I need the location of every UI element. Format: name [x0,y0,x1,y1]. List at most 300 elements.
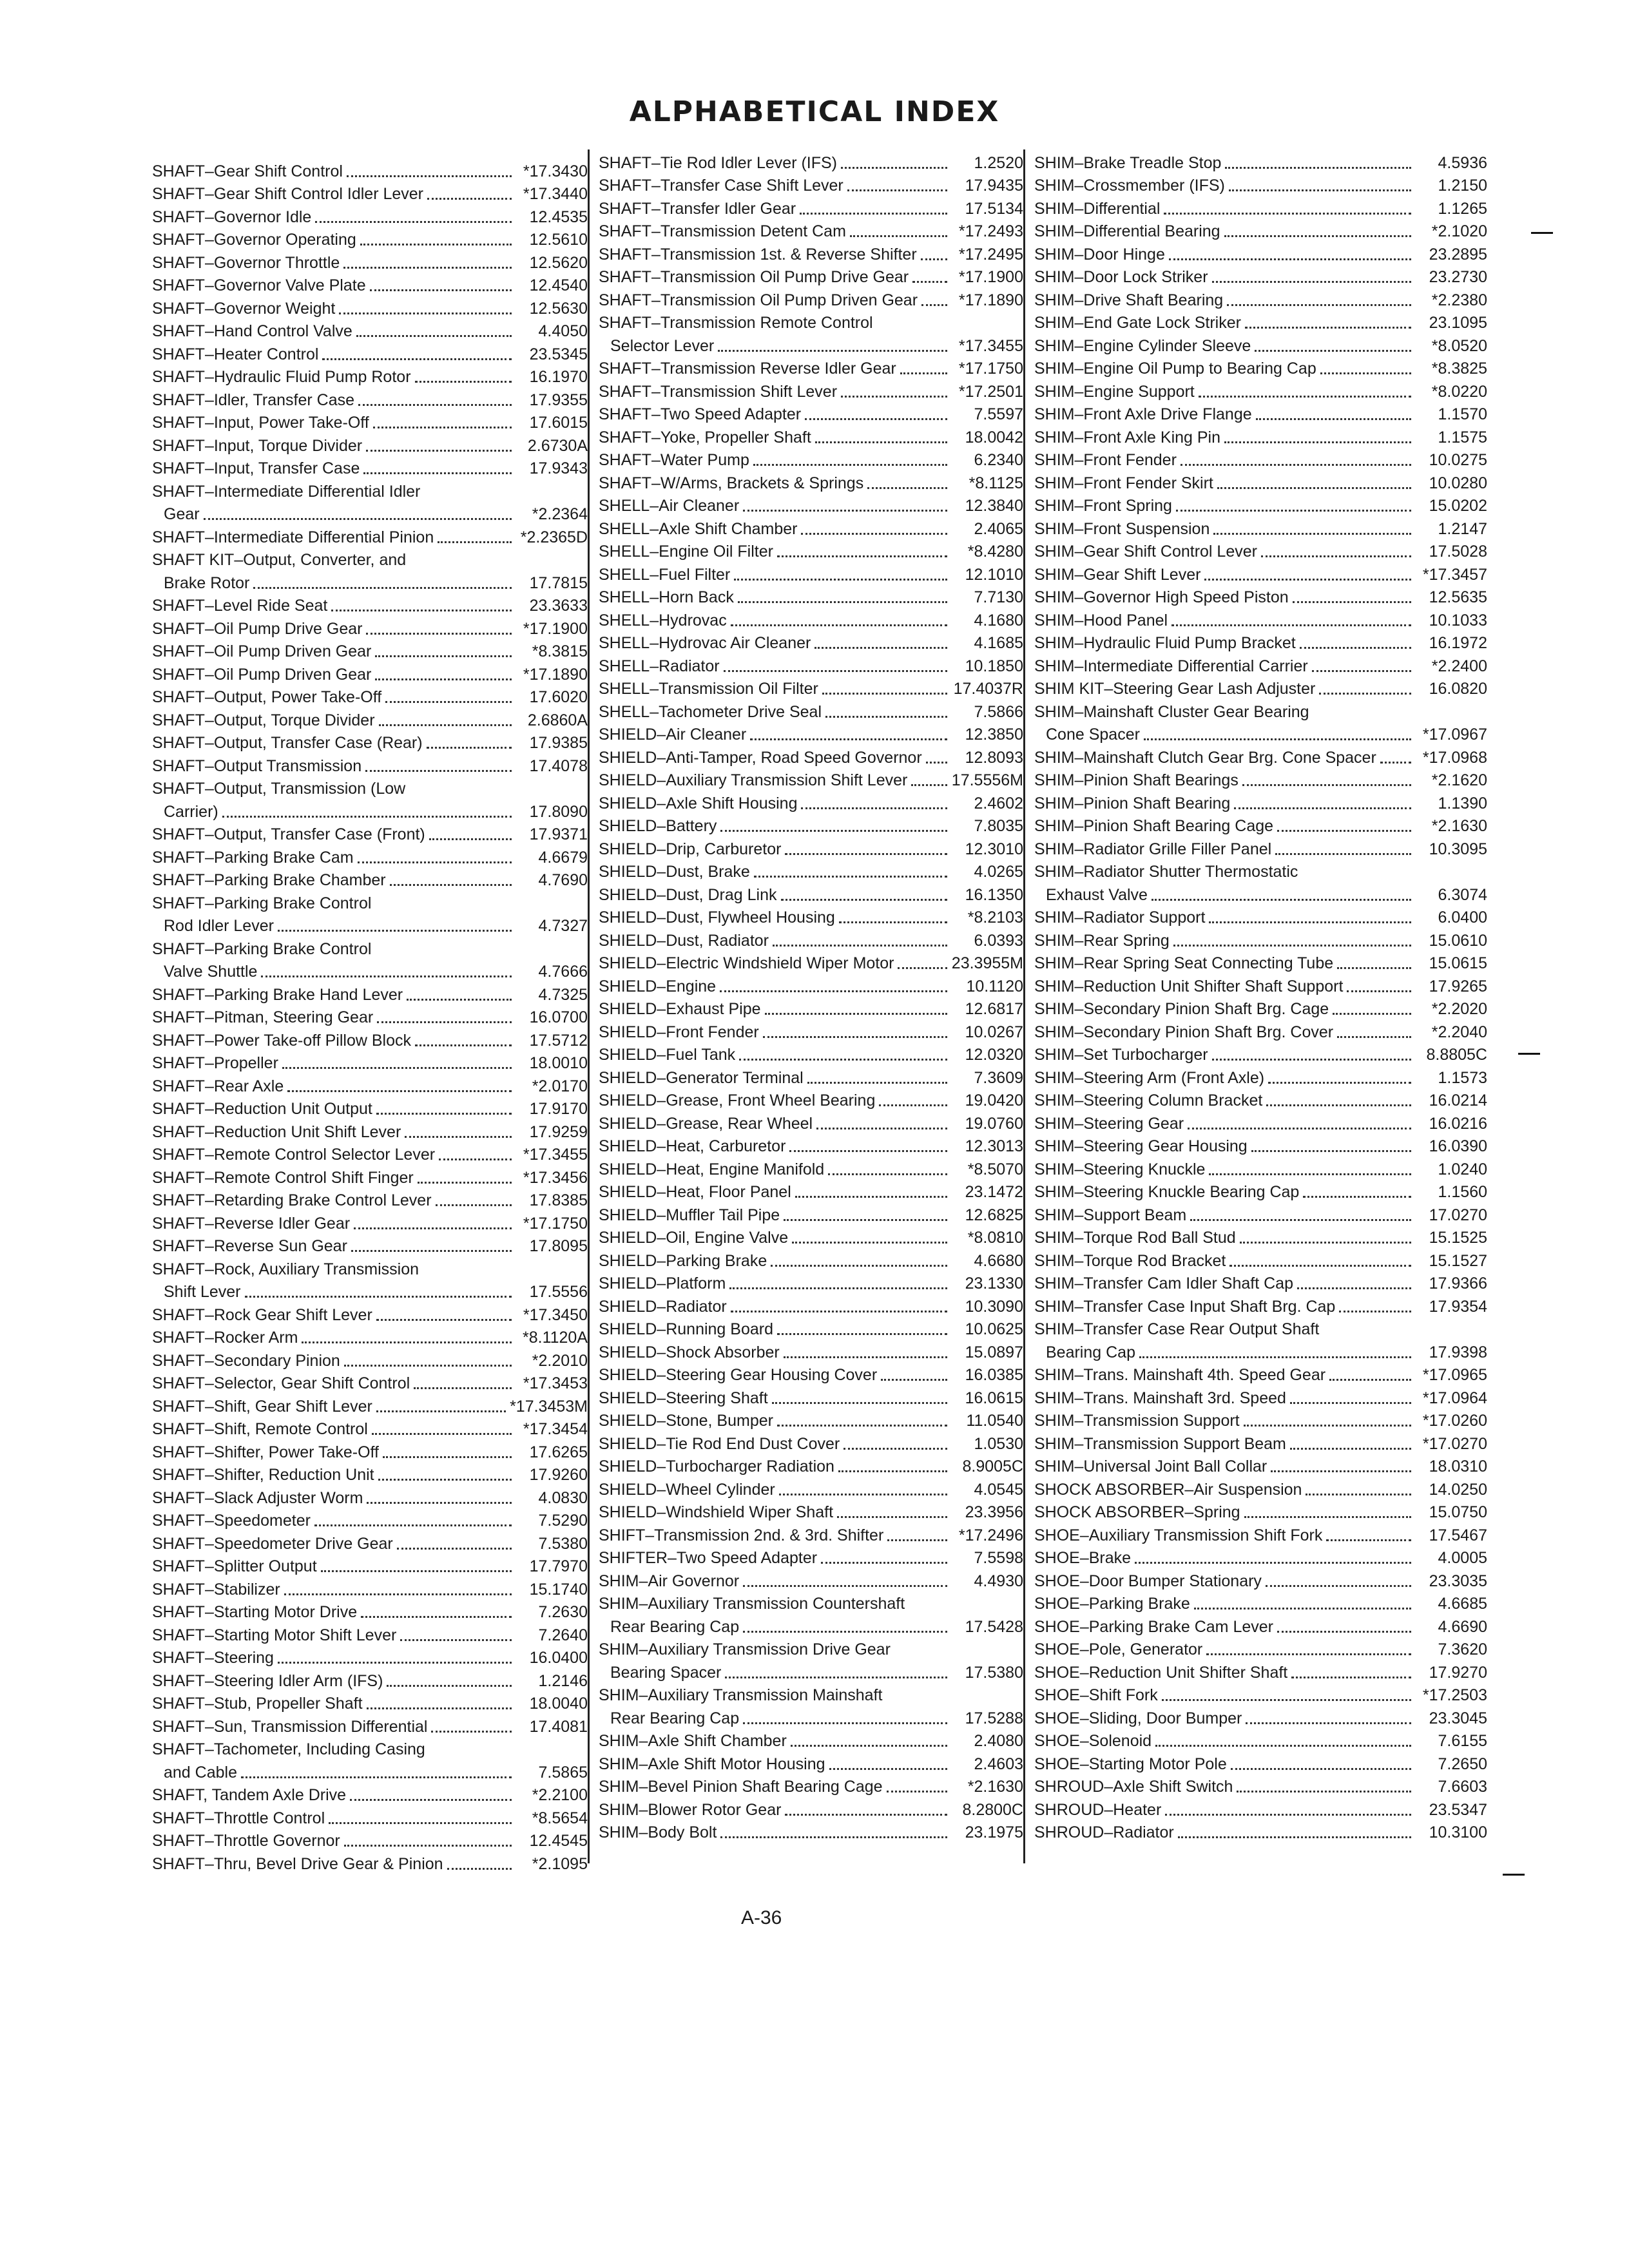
entry-name: SHIM–Crossmember (IFS) [1034,177,1225,195]
index-entry [599,1088,1023,1111]
dot-leader [377,1019,512,1023]
entry-name: SHAFT–Output, Transmission (Low [152,780,406,798]
entry-name: SHELL–Fuel Filter [599,565,731,584]
index-entry [152,1233,588,1256]
entry-name: SHAFT–Gear Shift Control Idler Lever [152,185,423,203]
index-entry [599,515,1023,539]
entry-code: *17.2503 [1422,1686,1487,1704]
index-entry [599,1545,1023,1568]
entry-name: SHIM–Steering Knuckle [1034,1160,1206,1178]
entry-name: SHOE–Starting Motor Pole [1034,1754,1227,1773]
entry-code: 23.3956 [965,1503,1023,1521]
index-entry [152,1302,588,1325]
entry-code: 4.5936 [1438,153,1487,172]
dot-leader [739,1056,947,1061]
dot-leader [1231,1765,1411,1770]
dot-leader [1217,485,1411,489]
dot-leader [1290,1399,1411,1404]
dot-leader [720,1834,947,1838]
dot-leader [1188,1125,1411,1129]
entry-code: *17.3456 [523,1168,588,1187]
dot-leader [407,996,512,1001]
index-entry [599,790,1023,813]
entry-name: SHAFT–Rock Gear Shift Lever [152,1305,372,1324]
entry-name: SHIM–Transfer Case Rear Output Shaft [1034,1320,1320,1338]
dot-leader [1303,1193,1411,1198]
entry-code: 10.0267 [965,1023,1023,1041]
entry-name: SHELL–Radiator [599,657,720,675]
entry-code: *8.0810 [967,1229,1023,1247]
entry-code: *17.0968 [1422,748,1487,767]
entry-code: 17.7815 [529,573,588,592]
entry-name: SHAFT–Intermediate Differential Idler [152,482,421,501]
dot-leader [1164,210,1411,215]
dot-leader [387,1682,512,1687]
index-entry [152,890,588,913]
index-entry [152,1576,588,1599]
index-entry [1034,1454,1487,1477]
dot-leader [1293,599,1411,603]
entry-code: 17.4078 [529,756,588,775]
entry-name: SHAFT–Shift, Gear Shift Lever [152,1397,372,1416]
entry-code: 17.9354 [1429,1297,1487,1316]
dot-leader [1380,759,1411,764]
index-entry [152,1004,588,1028]
entry-name: SHAFT–Transfer Case Shift Lever [599,177,843,195]
entry-name: SHIM–Steering Gear [1034,1114,1184,1133]
dot-leader [331,607,512,611]
index-entry [1034,378,1487,401]
entry-code: 17.9398 [1429,1343,1487,1361]
entry-name: SHIM–Hydraulic Fluid Pump Bracket [1034,634,1296,652]
index-entry [152,798,588,822]
entry-name: SHAFT–Input, Transfer Case [152,459,360,477]
entry-name: SHELL–Axle Shift Chamber [599,519,798,538]
dot-leader [801,530,947,535]
index-entry [152,593,588,616]
index-entry [1034,722,1487,745]
index-entry [599,401,1023,425]
entry-name: SHAFT–Rock, Auxiliary Transmission [152,1260,419,1278]
entry-code: 10.1850 [965,657,1023,675]
dot-leader [1256,416,1411,420]
index-entry [152,181,588,204]
entry-code: 16.0385 [965,1366,1023,1384]
entry-code: 4.6680 [974,1251,1023,1270]
index-entry [1034,1751,1487,1774]
entry-code: *2.1630 [967,1778,1023,1796]
entry-name: SHIM–Secondary Pinion Shaft Brg. Cage [1034,1000,1329,1018]
dot-leader [763,1033,947,1038]
entry-code: *17.1750 [523,1214,588,1233]
dot-leader [427,744,512,749]
index-entry [599,1476,1023,1499]
dot-leader [828,1171,947,1175]
dot-leader [841,393,947,398]
entry-name: SHAFT–Propeller [152,1054,278,1072]
entry-name: SHAFT–Shifter, Power Take-Off [152,1443,379,1461]
entry-code: 4.6685 [1438,1595,1487,1613]
dot-leader [881,1376,947,1381]
entry-code: 12.5630 [529,299,588,318]
dot-leader [365,767,512,772]
index-entry [152,501,588,524]
index-entry [599,561,1023,584]
dot-leader [302,1339,512,1343]
dot-leader [1326,1537,1411,1541]
entry-name: SHAFT–Oil Pump Driven Gear [152,665,372,684]
entry-code: 7.2650 [1438,1754,1487,1773]
entry-code: 17.5428 [965,1617,1023,1636]
entry-name: SHAFT–Governor Throttle [152,253,340,272]
entry-name: SHIELD–Windshield Wiper Shaft [599,1503,834,1521]
entry-name: SHIM–Universal Joint Ball Collar [1034,1457,1268,1475]
entry-code: *2.0170 [532,1077,588,1095]
dot-leader [447,1865,512,1870]
entry-name: SHIELD–Dust, Brake [599,863,750,881]
dot-leader [1209,1171,1411,1175]
index-entry [1034,470,1487,493]
entry-code: 18.0010 [529,1054,588,1072]
entry-code: 15.1527 [1429,1251,1487,1270]
dot-leader [1266,1102,1411,1106]
entry-name: SHIM–Pinion Shaft Bearing [1034,794,1231,812]
entry-code: 16.1350 [965,885,1023,904]
entry-name: SHAFT–Transmission Shift Lever [599,382,838,401]
entry-code: 17.9260 [529,1466,588,1484]
dot-leader [720,988,947,992]
entry-name: SHAFT–Starting Motor Drive [152,1603,358,1621]
index-entry [599,378,1023,401]
index-entry [599,1751,1023,1774]
entry-name: SHAFT–Transmission Reverse Idler Gear [599,360,896,378]
dot-leader [800,210,947,215]
page-number: A-36 [741,1907,782,1928]
dot-leader [731,622,947,626]
index-entry [1034,1499,1487,1523]
entry-name: SHELL–Hydrovac [599,611,727,629]
index-entry [599,1316,1023,1340]
index-entry [152,1553,588,1577]
entry-name: SHOCK ABSORBER–Spring [1034,1503,1240,1521]
entry-code: 17.8095 [529,1237,588,1255]
entry-name: Cone Spacer [1046,726,1140,744]
index-entry [152,1210,588,1233]
dot-leader [321,1568,512,1572]
entry-name: SHAFT–W/Arms, Brackets & Springs [599,474,864,492]
entry-code: 1.2150 [1438,177,1487,195]
entry-name: and Cable [164,1763,237,1782]
entry-name: SHAFT–Reverse Idler Gear [152,1214,351,1233]
index-entry [1034,1339,1487,1362]
dot-leader [795,1193,947,1198]
entry-code: *17.1750 [958,360,1023,378]
dot-leader [241,1774,512,1778]
entry-code: 4.0005 [1438,1549,1487,1567]
entry-code: *8.3815 [532,642,588,660]
index-entry [152,227,588,250]
index-entry [1034,1293,1487,1316]
dot-leader [1152,896,1411,901]
dot-leader [1339,1308,1411,1312]
entry-name: SHROUD–Heater [1034,1800,1162,1819]
dot-leader [926,759,947,764]
dot-leader [1251,1148,1411,1152]
dot-leader [204,515,512,520]
dot-leader [743,1720,947,1724]
entry-name: SHAFT–Selector, Gear Shift Control [152,1374,410,1392]
dot-leader [1171,622,1411,626]
dot-leader [358,401,512,406]
entry-code: *17.1900 [523,619,588,638]
index-column-3 [1023,149,1487,1863]
entry-name: SHIELD–Steering Gear Housing Cover [599,1366,878,1384]
entry-name: SHIFT–Transmission 2nd. & 3rd. Shifter [599,1526,884,1544]
entry-name: SHIELD–Dust, Drag Link [599,885,777,904]
dot-leader [344,1362,512,1367]
index-entry [152,844,588,867]
dot-leader [1246,1720,1411,1724]
entry-code: 17.6265 [529,1443,588,1461]
index-entry [152,570,588,593]
entry-name: SHAFT–Parking Brake Control [152,894,372,912]
dot-leader [1234,805,1411,809]
index-entry [1034,1476,1487,1499]
index-entry [1034,493,1487,516]
index-entry [1034,1659,1487,1682]
entry-code: 14.0250 [1429,1480,1487,1499]
dot-leader [777,1331,947,1335]
entry-name: SHAFT–Output, Transfer Case (Front) [152,825,425,843]
dot-leader [724,668,947,672]
dot-leader [1237,1788,1411,1792]
index-entry [599,173,1023,196]
index-entry [1034,1042,1487,1065]
index-entry [152,295,588,318]
index-entry [1034,310,1487,333]
entry-name: SHAFT–Transmission Detent Cam [599,222,846,240]
entry-code: 18.0042 [965,428,1023,447]
dot-leader [1337,1033,1411,1038]
dot-leader [1319,690,1411,695]
dot-leader [815,644,947,649]
entry-code: 1.2146 [538,1671,588,1690]
entry-code: 12.5610 [529,231,588,249]
dot-leader [1300,644,1411,649]
entry-name: SHAFT–Remote Control Selector Lever [152,1146,436,1164]
entry-name: SHAFT–Steering Idler Arm (IFS) [152,1671,383,1690]
entry-name: SHAFT–Water Pump [599,451,749,469]
index-entry [599,1225,1023,1248]
entry-code: *2.2040 [1431,1023,1487,1041]
entry-name: SHOE–Reduction Unit Shifter Shaft [1034,1663,1288,1682]
entry-name: SHIM–Hood Panel [1034,611,1168,629]
index-entry [152,1759,588,1782]
entry-code: 16.0390 [1429,1137,1487,1155]
index-entry [1034,676,1487,699]
entry-code: 4.7690 [538,871,588,889]
entry-name: SHAFT–Transmission Oil Pump Driven Gear [599,291,918,309]
entry-name: SHIFTER–Two Speed Adapter [599,1549,818,1567]
entry-name: SHIM–Rear Spring [1034,931,1170,950]
index-entry [599,1247,1023,1271]
entry-name: SHOE–Auxiliary Transmission Shift Fork [1034,1526,1323,1544]
dot-leader [397,1545,512,1550]
entry-name: Bearing Spacer [610,1663,722,1682]
index-entry [599,1682,1023,1706]
index-entry [599,1271,1023,1294]
entry-name: SHIM–Engine Oil Pump to Bearing Cap [1034,360,1316,378]
index-entry [1034,1796,1487,1820]
entry-code: 4.0830 [538,1488,588,1507]
dot-leader [1181,461,1411,466]
entry-name: SHIM KIT–Steering Gear Lash Adjuster [1034,680,1316,698]
index-entry [1034,287,1487,310]
index-entry [1034,744,1487,767]
entry-name: SHAFT–Transmission Oil Pump Drive Gear [599,268,909,286]
entry-code: 4.7325 [538,985,588,1004]
index-entry [152,478,588,501]
entry-code: *2.2020 [1431,1000,1487,1018]
index-entry [1034,1522,1487,1545]
entry-name: SHIM–Engine Support [1034,382,1195,401]
entry-code: 17.9355 [529,390,588,409]
index-entry [152,1073,588,1096]
index-entry [599,1339,1023,1362]
entry-name: SHOE–Parking Brake [1034,1595,1190,1613]
index-entry [599,1522,1023,1545]
entry-code: 7.7130 [974,588,1023,606]
entry-code: 7.3609 [974,1068,1023,1087]
entry-code: 17.9343 [529,459,588,477]
entry-code: 16.0216 [1429,1114,1487,1133]
index-entry [152,707,588,730]
index-entry [599,1110,1023,1133]
dot-leader [375,653,512,657]
entry-code: 10.1033 [1429,611,1487,629]
entry-name: SHELL–Hydrovac Air Cleaner [599,634,811,652]
entry-code: 23.3633 [529,597,588,615]
entry-name: SHIM–Radiator Shutter Thermostatic [1034,863,1298,881]
entry-code: 16.0214 [1429,1091,1487,1110]
dot-leader [1135,1559,1411,1564]
entry-name: SHIM–Pinion Shaft Bearing Cage [1034,817,1274,835]
dot-leader [837,1514,947,1518]
dot-leader [771,1262,947,1267]
entry-name: SHIM–Front Axle King Pin [1034,428,1221,447]
entry-code: 12.4545 [529,1832,588,1850]
entry-code: 1.0530 [974,1434,1023,1453]
index-entry [1034,1362,1487,1385]
index-entry [152,1485,588,1508]
dot-leader [743,1628,947,1633]
entry-code: 17.8090 [529,802,588,821]
dot-leader [278,927,512,932]
dot-leader [779,1491,947,1495]
index-entry [152,1370,588,1394]
entry-code: *2.2364 [532,505,588,523]
entry-code: 16.0820 [1429,680,1487,698]
index-entry [1034,515,1487,539]
entry-code: 11.0540 [966,1412,1023,1430]
index-entry [152,981,588,1004]
dot-leader [376,1408,506,1412]
dot-leader [385,698,512,703]
index-entry [599,149,1023,173]
entry-name: SHIM–Blower Rotor Gear [599,1800,782,1819]
dot-leader [773,942,947,947]
index-entry [152,1142,588,1165]
index-entry [599,332,1023,356]
entry-name: SHAFT–Oil Pump Driven Gear [152,642,372,660]
entry-code: 12.5635 [1429,588,1487,606]
index-entry [152,684,588,707]
index-entry [152,1622,588,1645]
entry-name: SHOE–Sliding, Door Bumper [1034,1709,1242,1727]
index-entry [152,1782,588,1805]
entry-code: 15.0615 [1429,954,1487,972]
index-entry [1034,401,1487,425]
entry-name: SHROUD–Radiator [1034,1823,1174,1841]
index-entry [152,1050,588,1073]
entry-code: 2.4080 [974,1732,1023,1750]
entry-code: *17.3453M [510,1397,588,1416]
entry-code: 7.5598 [974,1549,1023,1567]
index-entry [1034,1316,1487,1340]
entry-code: 23.2895 [1429,245,1487,264]
index-entry [152,1325,588,1348]
dot-leader [805,416,947,420]
dot-leader [1194,1605,1411,1610]
index-entry [152,1691,588,1714]
entry-code: 15.1525 [1429,1229,1487,1247]
dot-leader [431,1728,512,1733]
entry-code: 19.0760 [965,1114,1023,1133]
entry-name: SHELL–Air Cleaner [599,497,740,515]
entry-code: *17.3455 [523,1146,588,1164]
entry-code: *17.3455 [958,336,1023,355]
entry-code: 1.1575 [1438,428,1487,447]
entry-name: SHOE–Shift Fork [1034,1686,1158,1704]
entry-name: SHROUD–Axle Shift Switch [1034,1778,1233,1796]
entry-name: SHIM–Front Spring [1034,497,1172,515]
entry-name: SHIM–Intermediate Differential Carrier [1034,657,1308,675]
dot-leader [725,1674,947,1678]
entry-name: SHIM–Engine Cylinder Sleeve [1034,336,1251,355]
dot-leader [1139,1354,1411,1358]
entry-code: 15.1740 [529,1580,588,1599]
entry-code: *17.2501 [958,382,1023,401]
entry-code: *2.2365D [520,528,588,546]
entry-name: SHIM–Steering Gear Housing [1034,1137,1248,1155]
margin-mark [1503,1874,1525,1876]
index-entry [1034,264,1487,287]
entry-name: SHIM–End Gate Lock Striker [1034,314,1241,332]
index-entry [1034,1568,1487,1591]
entry-name: SHIM–Mainshaft Cluster Gear Bearing [1034,702,1309,721]
index-entry [152,639,588,662]
index-entry [599,630,1023,653]
entry-code: 17.5288 [965,1709,1023,1727]
dot-leader [1268,1079,1411,1084]
dot-leader [1271,1468,1411,1472]
dot-leader [1224,233,1411,237]
entry-name: SHIM–Trans. Mainshaft 4th. Speed Gear [1034,1366,1326,1384]
dot-leader [315,218,512,223]
index-entry [1034,1225,1487,1248]
entry-code: 1.1390 [1438,794,1487,812]
entry-name: SHIM–Support Beam [1034,1206,1187,1224]
